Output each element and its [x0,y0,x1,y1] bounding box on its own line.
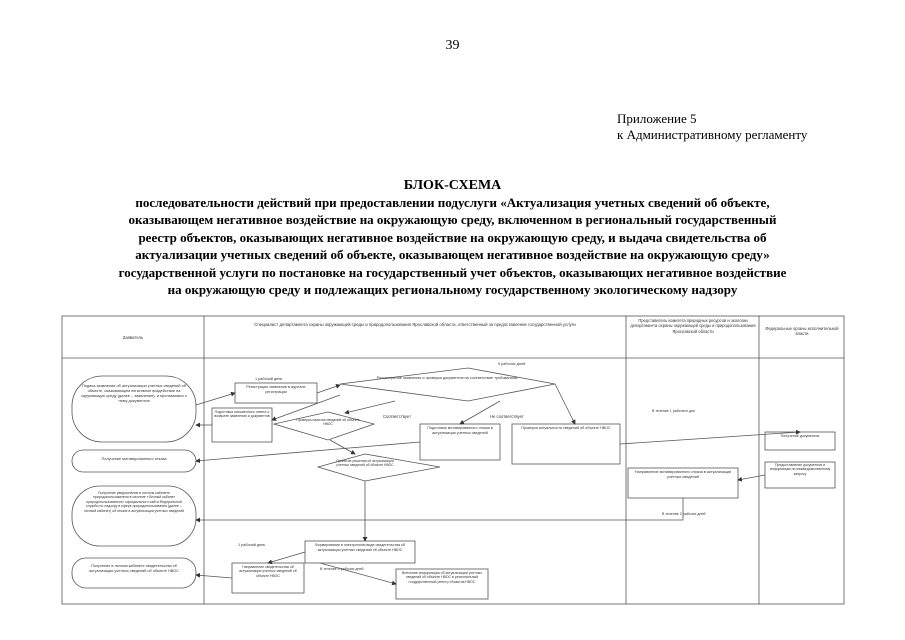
edge-label-days2a: В течение 1 рабочего дня [652,409,695,413]
heading-line-4: актуализации учетных сведений об объекте, оказывающем негативное воздействие на окружающую среду» [135,247,770,263]
label-check-actuality: Проверка актуальности сведений об объекте НВОС [521,426,611,430]
heading-line-1: последовательности действий при предоставлении подуслуги «Актуализация учетных сведений об объекте, [135,195,770,210]
label-registry-entry: Внесение информации об актуализации учетных сведений об объекте НВОС в региональный государственный реестр объектов НВОС [402,571,482,584]
lane-header-federal: Федеральные органы исполнительной власти [765,326,839,337]
arrow-check-to-actuality [555,384,575,424]
edge-label-match: Соответствует [383,414,412,419]
label-applicant-notice: Получение уведомления в личном кабинете природопользователя в системе «Личный кабинет природопользователя» официального сайта Федеральной службы по надзору в сфере природопользования (далее – личный кабинет) об отказе в актуализации учетных сведений [83,491,185,513]
arrow-formation-to-send [268,552,305,563]
label-check-onv: Проверка наличия сведений об объекте НВОС [296,418,360,427]
label-fed-info: Предоставление документов и информации по межведомственному запросу [769,463,831,476]
edge-label-days1a: 1 рабочий день [255,377,283,381]
heading-line-6: на окружающую среду и подлежащих региональному государственному экологическому надзору [167,282,738,298]
label-applicant-certificate: Получение в личном кабинете свидетельства об актуализации учетных сведений об объекте НВОС [89,564,179,573]
heading-title: БЛОК-СХЕМА [403,178,502,193]
lane-header-applicant: Заявитель [122,335,144,340]
label-send-certificate: Направление свидетельства об актуализации учетных сведений об объекте НВОС [239,565,297,578]
label-fed-receive: Получение документов [780,434,820,438]
arrow-send-to-applicant [196,575,232,578]
lane-header-specialist: Специалист департамента охраны окружающей среды и природопользования Ярославской области, ответственный за предоставление государственной услуги [254,322,576,327]
page-number: 39 [445,38,460,53]
label-check-decision: Рассмотрение заявления и проверка документов на соответствие требованиям [376,376,518,380]
heading-line-5: государственной услуги по постановке на государственный учет объектов, оказывающих негативное воздействие [118,264,787,280]
label-applicant-refusal: Получение мотивированного отказа [101,456,167,461]
appendix-line-1: Приложение 5 [617,111,697,126]
label-return-docs: Подготовка письменного ответа о возврате заявления и документов [214,410,270,419]
label-refusal-prepare: Подготовка мотивированного отказа в актуализации учетных сведений [427,426,493,435]
arrow-submit-to-registration [196,393,235,405]
lane-header-committee: Представитель комитета природных ресурсов и экологии департамента охраны окружающей среды и природопользования Ярославской области [630,318,756,334]
edge-label-mismatch: Не соответствует [490,414,524,419]
edge-label-days5: 5 рабочих дней [498,362,526,366]
arrow-fed-to-committee [738,475,765,480]
arrow-check-to-refusal [460,401,500,424]
label-onv-decision: Принятие решения об актуализации учетных сведений об объекте НВОС [336,459,394,468]
edge-label-days2b: В течение 2 рабочих дней [662,512,706,516]
appendix-line-2: к Административному регламенту [617,127,808,142]
heading-line-2: оказывающем негативное воздействие на окружающую среду, включенном в региональный государственный [128,212,777,228]
label-formation: Формирование в электронном виде свидетельства об актуализации учетных сведений об объекте НВОС [314,543,406,552]
arrow-onv-to-decision [330,440,355,454]
edge-label-days1b: 1 рабочий день [238,543,266,547]
heading-line-3: реестр объектов, оказывающих негативное воздействие на окружающую среду, и выдача свидетельства об [138,229,767,245]
label-committee-notice: Направление мотивированного отказа в актуализации учетных сведений [634,470,732,479]
label-registration: Регистрация заявления в журнале регистрации [246,385,306,394]
arrow-check-to-onv [345,401,395,413]
edge-label-days2c: В течение 2 рабочих дней [320,567,364,571]
arrow-committee-to-applicant [196,498,683,520]
label-applicant-submit: Подача заявления об актуализации учетных сведений об объекте, оказывающем негативное воздействие на окружающую среду (далее – заявление), и прилагаемых к нему документов [81,383,187,403]
arrow-registration-to-check [317,385,340,393]
